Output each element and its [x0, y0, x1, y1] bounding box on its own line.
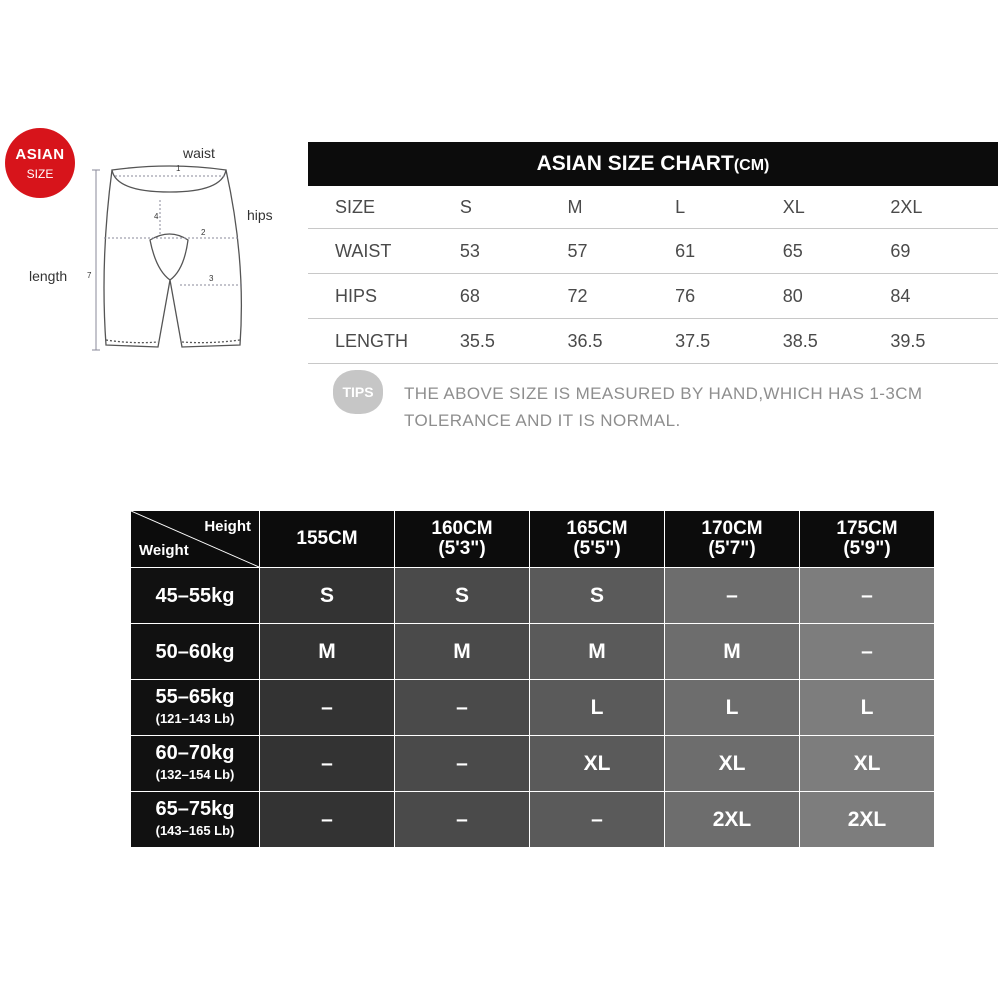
table-cell: 57 — [567, 229, 675, 274]
weight-label — [131, 624, 260, 680]
size-cell: L — [800, 680, 935, 736]
size-cell: – — [530, 792, 665, 848]
fit-row — [131, 792, 935, 848]
weight-label — [131, 680, 260, 736]
weight-label — [131, 792, 260, 848]
hips-label: hips — [247, 207, 273, 223]
height-value: 170CM — [701, 518, 763, 539]
weight-kg: 60–70kg — [155, 741, 235, 764]
height-column-header — [665, 511, 800, 568]
tips-badge: TIPS — [333, 370, 383, 414]
size-cell: – — [800, 568, 935, 624]
size-cell: – — [260, 680, 395, 736]
length-label: length — [29, 268, 68, 284]
weight-kg: 55–65kg — [155, 685, 235, 708]
size-cell: – — [395, 736, 530, 792]
height-feet: (5'9") — [843, 538, 891, 559]
table-cell: 69 — [890, 229, 998, 274]
size-cell: M — [530, 624, 665, 680]
table-cell: 72 — [567, 274, 675, 319]
size-cell: 2XL — [665, 792, 800, 848]
size-cell: S — [395, 568, 530, 624]
table-cell: 68 — [460, 274, 568, 319]
row-label: WAIST — [308, 229, 460, 274]
table-cell: 36.5 — [567, 319, 675, 364]
waist-label: waist — [183, 145, 215, 161]
table-cell: 61 — [675, 229, 783, 274]
mark-2: 2 — [201, 228, 206, 237]
weight-kg: 45–55kg — [155, 584, 235, 607]
height-feet: (5'7") — [708, 538, 756, 559]
size-cell: XL — [530, 736, 665, 792]
size-cell: S — [260, 568, 395, 624]
height-column-header — [530, 511, 665, 568]
height-column-header — [800, 511, 935, 568]
size-cell: – — [395, 680, 530, 736]
header-cell: M — [567, 186, 675, 229]
size-cell: XL — [665, 736, 800, 792]
size-cell: M — [260, 624, 395, 680]
mark-3: 3 — [209, 274, 214, 283]
table-cell: 39.5 — [890, 319, 998, 364]
height-value: 175CM — [836, 518, 898, 539]
header-cell: XL — [783, 186, 891, 229]
shorts-outline-icon — [0, 140, 300, 370]
weight-label — [131, 736, 260, 792]
table-cell: 37.5 — [675, 319, 783, 364]
header-cell: L — [675, 186, 783, 229]
mark-1: 1 — [176, 164, 181, 173]
size-cell: – — [260, 736, 395, 792]
size-cell: L — [665, 680, 800, 736]
fit-chart — [130, 510, 935, 848]
row-label: HIPS — [308, 274, 460, 319]
weight-label — [131, 568, 260, 624]
height-value: 165CM — [566, 518, 628, 539]
table-row — [308, 229, 998, 274]
table-header-row — [308, 186, 998, 229]
table-cell: 53 — [460, 229, 568, 274]
size-cell: – — [395, 792, 530, 848]
tips-line1: THE ABOVE SIZE IS MEASURED BY HAND,WHICH HAS 1-3CM — [404, 384, 923, 403]
height-column-header — [260, 511, 395, 568]
weight-lb: (121–143 Lb) — [155, 710, 235, 726]
asian-size-table — [308, 186, 998, 364]
fit-row — [131, 568, 935, 624]
table-cell: 38.5 — [783, 319, 891, 364]
weight-lb: (132–154 Lb) — [155, 766, 235, 782]
shorts-diagram — [0, 140, 300, 370]
weight-kg: 50–60kg — [155, 640, 235, 663]
table-cell: 65 — [783, 229, 891, 274]
asian-chart-title-text: ASIAN SIZE CHART — [536, 152, 734, 175]
fit-table — [130, 510, 935, 848]
tips-line2: TOLERANCE AND IT IS NORMAL. — [404, 411, 681, 430]
asian-chart-title — [308, 142, 998, 186]
badge-line1: ASIAN — [15, 146, 65, 163]
corner-cell — [131, 511, 260, 568]
fit-row — [131, 736, 935, 792]
weight-kg: 65–75kg — [155, 797, 235, 820]
table-cell: 80 — [783, 274, 891, 319]
mark-4: 4 — [154, 212, 159, 221]
header-cell: SIZE — [308, 186, 460, 229]
size-cell: M — [665, 624, 800, 680]
corner-weight-label: Weight — [139, 542, 189, 559]
size-cell: – — [800, 624, 935, 680]
height-feet: (5'5") — [573, 538, 621, 559]
table-row — [308, 274, 998, 319]
fit-header-row — [131, 511, 935, 568]
size-cell: S — [530, 568, 665, 624]
height-feet: (5'3") — [438, 538, 486, 559]
fit-row — [131, 680, 935, 736]
tips-text — [404, 380, 994, 434]
table-cell: 84 — [890, 274, 998, 319]
asian-chart-unit: (CM) — [733, 157, 770, 174]
size-cell: – — [260, 792, 395, 848]
header-cell: 2XL — [890, 186, 998, 229]
size-cell: M — [395, 624, 530, 680]
height-column-header — [395, 511, 530, 568]
height-value: 155CM — [296, 528, 358, 549]
size-cell: 2XL — [800, 792, 935, 848]
corner-height-label: Height — [204, 518, 251, 535]
height-value: 160CM — [431, 518, 493, 539]
size-cell: – — [665, 568, 800, 624]
table-row — [308, 319, 998, 364]
table-cell: 35.5 — [460, 319, 568, 364]
size-cell: XL — [800, 736, 935, 792]
table-cell: 76 — [675, 274, 783, 319]
row-label: LENGTH — [308, 319, 460, 364]
weight-lb: (143–165 Lb) — [155, 822, 235, 838]
header-cell: S — [460, 186, 568, 229]
badge-line2: SIZE — [26, 167, 54, 181]
size-cell: L — [530, 680, 665, 736]
asian-size-chart — [308, 142, 998, 364]
mark-7: 7 — [87, 271, 92, 280]
fit-row — [131, 624, 935, 680]
